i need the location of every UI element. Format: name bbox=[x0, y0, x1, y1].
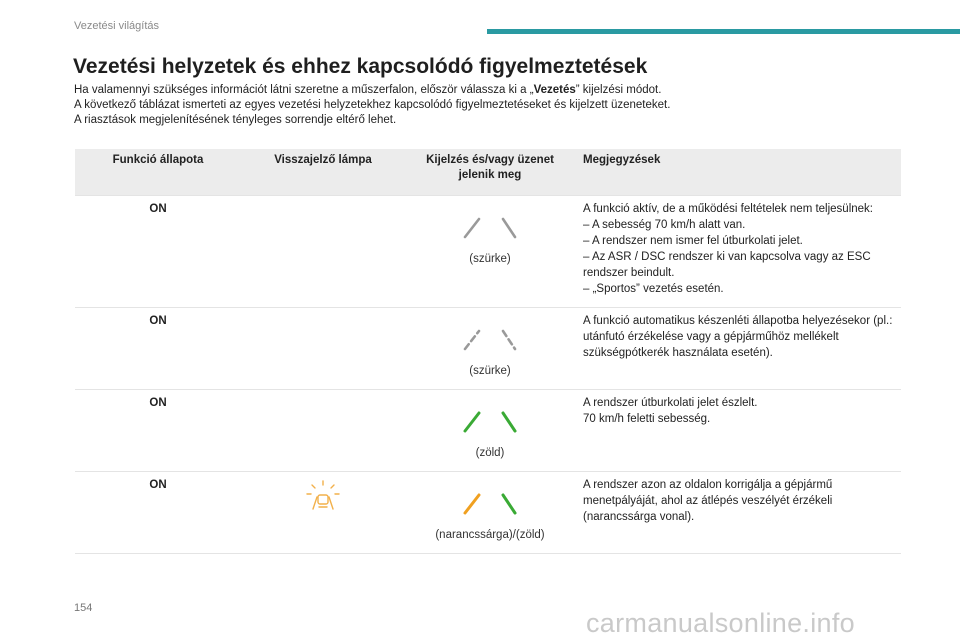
remark-line: A funkció aktív, de a működési feltételek nem teljesülnek: bbox=[583, 203, 873, 215]
function-state: ON bbox=[75, 196, 241, 308]
lane-keep-warning-icon bbox=[303, 479, 343, 513]
header-display-message: Kijelzés és/vagy üzenet jelenik meg bbox=[405, 149, 575, 196]
lane-lines-orange-green-icon bbox=[455, 483, 525, 517]
intro-line-1: Ha valamennyi szükséges információt látni szeretne a műszerfalon, először válassza ki a „Vezetés” kijelzési módot. bbox=[74, 84, 662, 96]
header-remarks: Megjegyzések bbox=[575, 149, 901, 196]
display-caption: (narancssárga)/(zöld) bbox=[435, 529, 545, 541]
warning-lamp-cell bbox=[241, 308, 405, 390]
display-cell bbox=[405, 472, 575, 554]
page-title: Vezetési helyzetek és ehhez kapcsolódó figyelmeztetések bbox=[73, 55, 648, 78]
warnings-table bbox=[75, 149, 901, 554]
display-cell bbox=[405, 390, 575, 472]
remark-line: 70 km/h feletti sebesség. bbox=[583, 413, 711, 425]
section-title: Vezetési világítás bbox=[74, 20, 159, 32]
remark-line: – A rendszer nem ismer fel útburkolati jelet. bbox=[583, 235, 803, 247]
display-cell bbox=[405, 196, 575, 308]
warning-lamp-cell bbox=[241, 196, 405, 308]
table-row bbox=[75, 472, 901, 554]
header-function-state: Funkció állapota bbox=[75, 149, 241, 196]
table-header-row bbox=[75, 149, 901, 196]
intro-line-2: A következő táblázat ismerteti az egyes vezetési helyzetekhez kapcsolódó figyelmeztetéseket és kijelzett üzeneteket. bbox=[74, 99, 671, 111]
page-number: 154 bbox=[74, 602, 93, 614]
mode-name: Vezetés bbox=[533, 84, 576, 96]
warning-lamp-cell bbox=[241, 472, 405, 554]
remarks-cell bbox=[575, 472, 901, 554]
display-caption: (zöld) bbox=[475, 447, 505, 459]
remark-line: – Az ASR / DSC rendszer ki van kapcsolva vagy az ESC rendszer beindult. bbox=[583, 251, 871, 279]
lane-lines-grey-solid-icon bbox=[455, 207, 525, 241]
function-state: ON bbox=[75, 390, 241, 472]
header-accent-bar bbox=[487, 29, 960, 34]
lane-lines-green-icon bbox=[455, 401, 525, 435]
lane-lines-grey-dashed-icon bbox=[455, 319, 525, 353]
display-caption: (szürke) bbox=[469, 253, 511, 265]
function-state: ON bbox=[75, 308, 241, 390]
watermark: carmanualsonline.info bbox=[586, 608, 855, 638]
function-state: ON bbox=[75, 472, 241, 554]
warning-lamp-cell bbox=[241, 390, 405, 472]
intro-text bbox=[74, 83, 670, 128]
table-row bbox=[75, 196, 901, 308]
remarks-cell bbox=[575, 308, 901, 390]
remarks-cell bbox=[575, 196, 901, 308]
display-caption: (szürke) bbox=[469, 365, 511, 377]
header-warning-lamp: Visszajelző lámpa bbox=[241, 149, 405, 196]
remark-line: – A sebesség 70 km/h alatt van. bbox=[583, 219, 746, 231]
display-cell bbox=[405, 308, 575, 390]
remark-line: A rendszer azon az oldalon korrigálja a gépjármű menetpályáját, ahol az átlépés veszélyét érzékeli (narancssárga vonal). bbox=[583, 479, 833, 523]
remarks-cell bbox=[575, 390, 901, 472]
remark-line: A funkció automatikus készenléti állapotba helyezésekor (pl.: utánfutó érzékelése vagy a gépjárműhöz mellékelt szükségpótkerék használata esetén). bbox=[583, 315, 893, 359]
intro-line-3: A riasztások megjelenítésének tényleges sorrendje eltérő lehet. bbox=[74, 114, 397, 126]
remark-line: – „Sportos” vezetés esetén. bbox=[583, 283, 724, 295]
remark-line: A rendszer útburkolati jelet észlelt. bbox=[583, 397, 758, 409]
table-row bbox=[75, 390, 901, 472]
table-row bbox=[75, 308, 901, 390]
